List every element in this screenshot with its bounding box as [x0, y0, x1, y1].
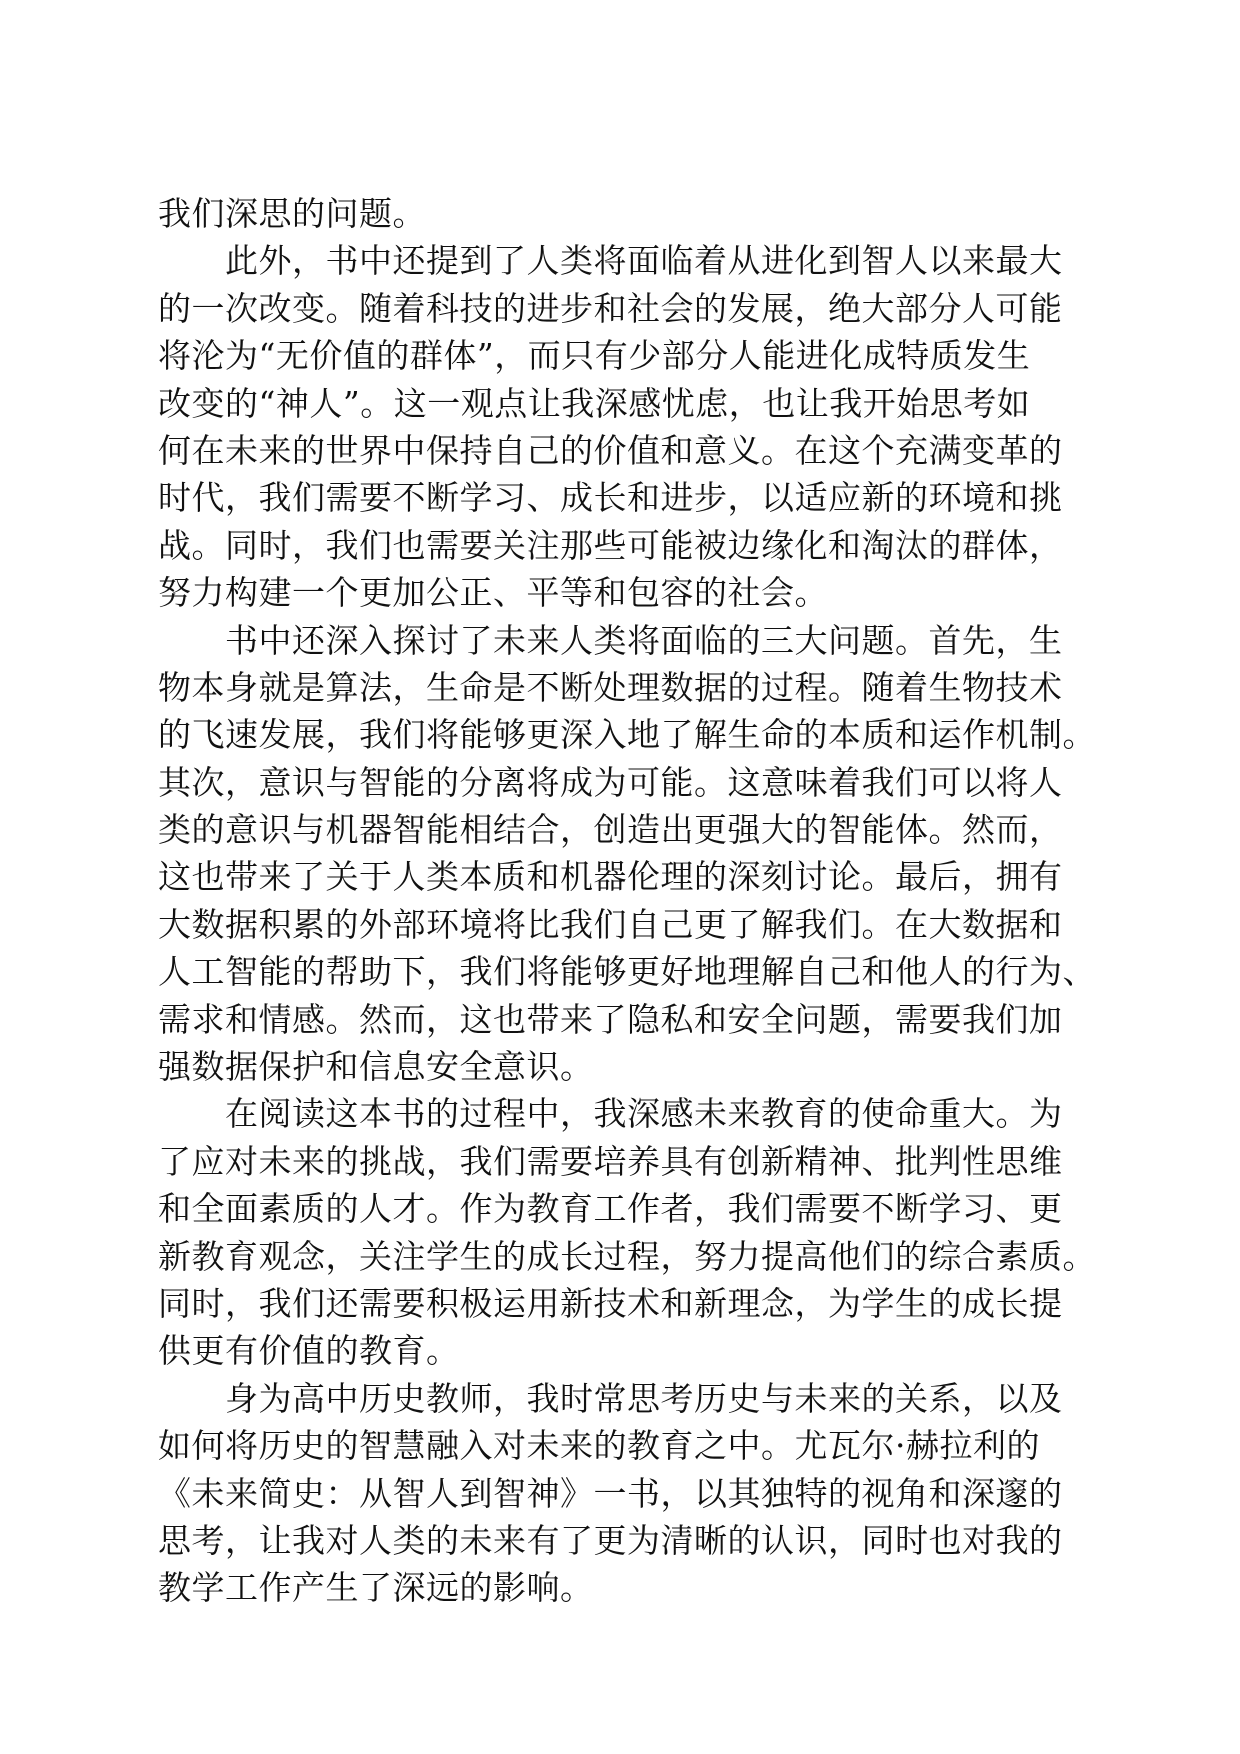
text-line: 和全面素质的人才。作为教育工作者，我们需要不断学习、更	[158, 1189, 1063, 1229]
text-line: 供更有价值的教育。	[158, 1331, 460, 1371]
text-line: 如何将历史的智慧融入对未来的教育之中。尤瓦尔·赫拉利的	[158, 1426, 1040, 1466]
text-line: 物本身就是算法，生命是不断处理数据的过程。随着生物技术	[158, 667, 1063, 707]
text-line: 强数据保护和信息安全意识。	[158, 1047, 594, 1087]
text-line: 这也带来了关于人类本质和机器伦理的深刻讨论。最后，拥有	[158, 857, 1063, 897]
text-line: 大数据积累的外部环境将比我们自己更了解我们。在大数据和	[158, 904, 1063, 944]
text-line: 身为高中历史教师，我时常思考历史与未来的关系，以及	[158, 1378, 1063, 1418]
text-line: 何在未来的世界中保持自己的价值和意义。在这个充满变革的	[158, 430, 1063, 470]
text-line: 书中还深入探讨了未来人类将面临的三大问题。首先，生	[158, 620, 1063, 660]
text-line: 努力构建一个更加公正、平等和包容的社会。	[158, 573, 828, 613]
text-line: 将沦为“无价值的群体”，而只有少部分人能进化成特质发生	[158, 336, 1031, 376]
text-line: 新教育观念，关注学生的成长过程，努力提高他们的综合素质。	[158, 1236, 1096, 1276]
text-line: 改变的“神人”。这一观点让我深感忧虑，也让我开始思考如	[158, 383, 1031, 423]
text-line: 了应对未来的挑战，我们需要培养具有创新精神、批判性思维	[158, 1141, 1063, 1181]
text-line: 的飞速发展，我们将能够更深入地了解生命的本质和运作机制。	[158, 715, 1096, 755]
text-line: 同时，我们还需要积极运用新技术和新理念，为学生的成长提	[158, 1283, 1063, 1323]
text-line: 在阅读这本书的过程中，我深感未来教育的使命重大。为	[158, 1094, 1063, 1134]
text-line: 人工智能的帮助下，我们将能够更好地理解自己和他人的行为、	[158, 952, 1096, 992]
body-text	[158, 190, 1096, 1612]
text-line: 类的意识与机器智能相结合，创造出更强大的智能体。然而，	[158, 810, 1063, 850]
text-line: 此外，书中还提到了人类将面临着从进化到智人以来最大	[158, 241, 1063, 281]
text-line: 我们深思的问题。	[158, 194, 426, 233]
text-line: 教学工作产生了深远的影响。	[158, 1568, 594, 1608]
text-line: 时代，我们需要不断学习、成长和进步，以适应新的环境和挑	[158, 478, 1063, 518]
text-line: 《未来简史：从智人到智神》一书，以其独特的视角和深邃的	[158, 1473, 1063, 1513]
text-line: 需求和情感。然而，这也带来了隐私和安全问题，需要我们加	[158, 999, 1063, 1039]
text-line: 的一次改变。随着科技的进步和社会的发展，绝大部分人可能	[158, 288, 1063, 328]
text-line: 思考，让我对人类的未来有了更为清晰的认识，同时也对我的	[158, 1520, 1063, 1560]
text-line: 其次，意识与智能的分离将成为可能。这意味着我们可以将人	[158, 762, 1063, 802]
text-line: 战。同时，我们也需要关注那些可能被边缘化和淘汰的群体，	[158, 525, 1063, 565]
